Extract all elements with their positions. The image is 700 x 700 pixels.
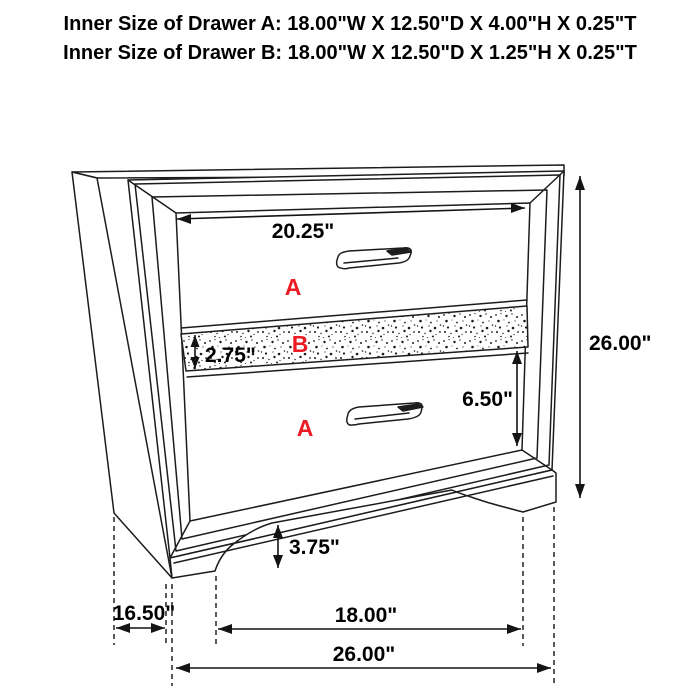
drawer-a-bottom-label: A — [296, 415, 314, 441]
arrowhead — [218, 624, 232, 634]
dim-overall-width-label: 26.00" — [332, 643, 396, 666]
dim-overall-height-label: 26.00" — [589, 332, 652, 355]
arrowhead — [575, 176, 585, 190]
arrowhead — [507, 624, 521, 634]
arrowhead — [176, 663, 190, 673]
drawer-b-label: B — [291, 331, 309, 357]
dim-side-depth-label: 16.50" — [112, 602, 176, 625]
arrowhead — [273, 555, 283, 568]
dim-middle-drawer-height-label: 2.75" — [205, 344, 256, 367]
drawer-b-spec-text: Inner Size of Drawer B: 18.00"W X 12.50"D X 1.25"H X 0.25"T — [63, 42, 637, 64]
arrowhead — [575, 484, 585, 498]
drawer-a-spec-text: Inner Size of Drawer A: 18.00"W X 12.50"D X 4.00"H X 0.25"T — [63, 13, 637, 35]
dim-foot-height-label: 3.75" — [289, 536, 340, 559]
dim-top-inner-width-label: 20.25" — [271, 220, 335, 243]
dim-feet-span-label: 18.00" — [334, 604, 398, 627]
drawer-a-top-label: A — [284, 274, 302, 300]
dim-bottom-drawer-height-label: 6.50" — [462, 388, 513, 411]
arrowhead — [537, 663, 551, 673]
